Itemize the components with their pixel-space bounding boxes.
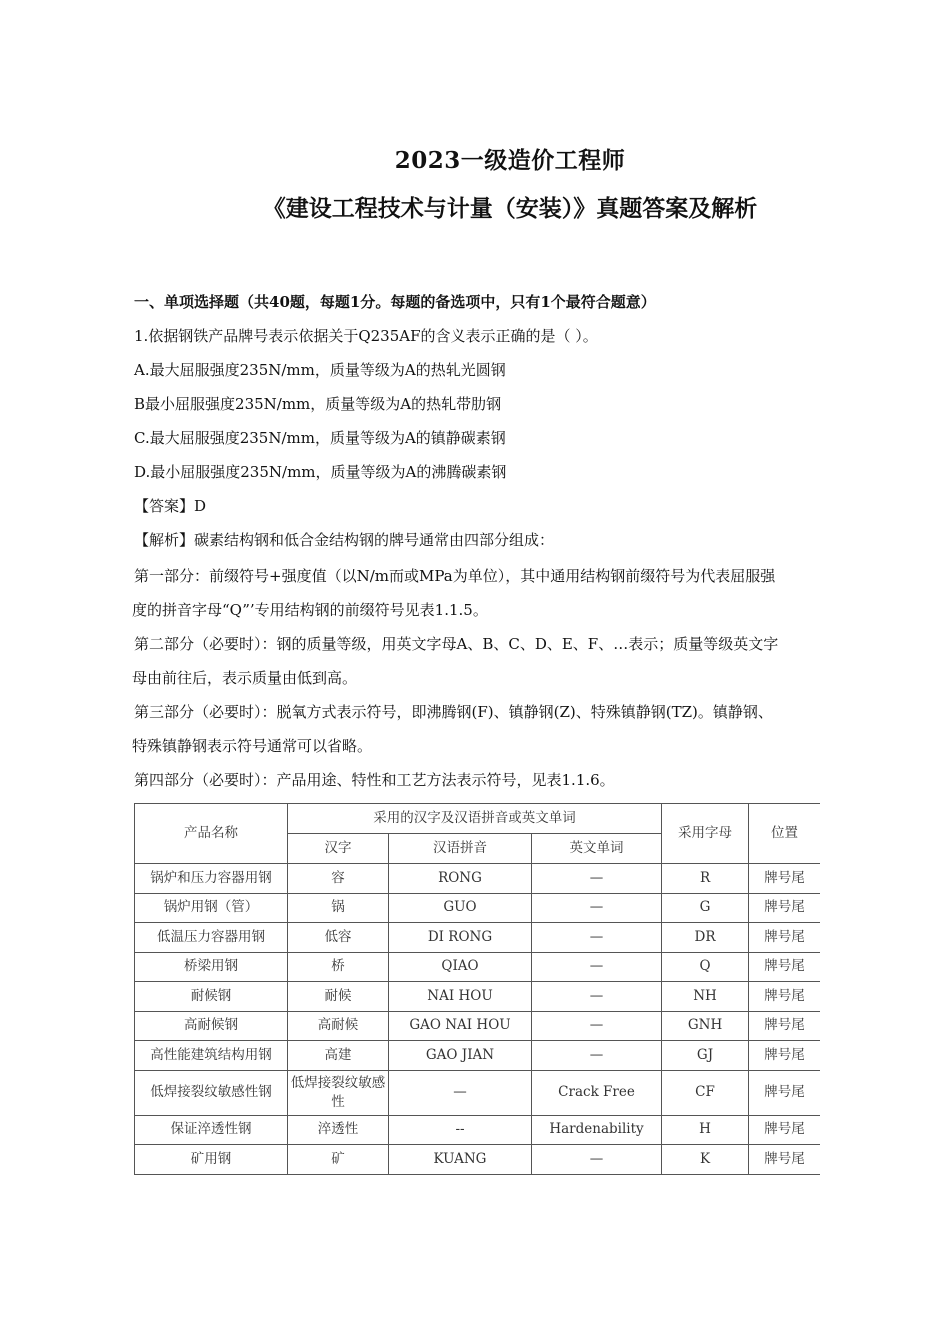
cell-english: —	[532, 864, 662, 894]
cell-letter: NH	[662, 982, 749, 1012]
cell-hanzi: 高耐候	[288, 1011, 389, 1041]
cell-letter: R	[662, 864, 749, 894]
answer: 【答案】D	[134, 497, 207, 515]
cell-pinyin: GUO	[389, 893, 532, 923]
option-d: D.最小屈服强度235N/mm，质量等级为A的沸腾碳素钢	[134, 463, 507, 481]
option-a: A.最大屈服强度235N/mm，质量等级为A的热轧光圆钢	[134, 361, 506, 379]
cell-english: —	[532, 982, 662, 1012]
cell-hanzi: 低容	[288, 923, 389, 953]
cell-english: Hardenability	[532, 1115, 662, 1145]
cell-position: 牌号尾	[749, 923, 820, 953]
table-row	[135, 864, 821, 894]
cell-name: 矿用钢	[135, 1145, 288, 1175]
header-pinyin: 汉语拼音	[389, 834, 532, 864]
analysis-part1-line1: 第一部分：前缀符号+强度值（以N/m而或MPa为单位），其中通用结构钢前缀符号为代表屈服强	[134, 567, 776, 585]
option-c: C.最大屈服强度235N/mm，质量等级为A的镇静碳素钢	[134, 429, 506, 447]
cell-letter: GJ	[662, 1041, 749, 1071]
option-b: B最小屈服强度235N/mm，质量等级为A的热轧带肋钢	[134, 395, 502, 413]
table-row	[135, 923, 821, 953]
cell-position: 牌号尾	[749, 982, 820, 1012]
cell-letter: CF	[662, 1070, 749, 1115]
cell-hanzi: 耐候	[288, 982, 389, 1012]
cell-pinyin: —	[389, 1070, 532, 1115]
cell-english: —	[532, 893, 662, 923]
header-letter: 采用字母	[662, 804, 749, 864]
table-row	[135, 1070, 821, 1115]
cell-english: —	[532, 952, 662, 982]
cell-position: 牌号尾	[749, 1041, 820, 1071]
header-group: 采用的汉字及汉语拼音或英文单词	[288, 804, 662, 834]
cell-hanzi: 矿	[288, 1145, 389, 1175]
header-product-name: 产品名称	[135, 804, 288, 864]
analysis-part2-line1: 第二部分（必要时）：钢的质量等级，用英文字母A、B、C、D、E、F、…表示；质量等级英文字	[134, 635, 779, 653]
analysis-part2-line2: 母由前往后，表示质量由低到高。	[132, 669, 358, 687]
cell-pinyin: NAI HOU	[389, 982, 532, 1012]
cell-hanzi: 淬透性	[288, 1115, 389, 1145]
header-hanzi: 汉字	[288, 834, 389, 864]
cell-position: 牌号尾	[749, 952, 820, 982]
cell-hanzi: 桥	[288, 952, 389, 982]
cell-name: 低温压力容器用钢	[135, 923, 288, 953]
cell-position: 牌号尾	[749, 1115, 820, 1145]
cell-english: —	[532, 923, 662, 953]
cell-letter: Q	[662, 952, 749, 982]
table-row	[135, 952, 821, 982]
table-row	[135, 893, 821, 923]
cell-name: 高性能建筑结构用钢	[135, 1041, 288, 1071]
cell-letter: H	[662, 1115, 749, 1145]
cell-pinyin: QIAO	[389, 952, 532, 982]
cell-name: 保证淬透性钢	[135, 1115, 288, 1145]
cell-name: 低焊接裂纹敏感性钢	[135, 1070, 288, 1115]
cell-letter: K	[662, 1145, 749, 1175]
cell-pinyin: KUANG	[389, 1145, 532, 1175]
cell-english: Crack Free	[532, 1070, 662, 1115]
question-stem: 1.依据钢铁产品牌号表示依据关于Q235AF的含义表示正确的是（ ）。	[134, 327, 598, 345]
analysis-intro: 【解析】碳素结构钢和低合金结构钢的牌号通常由四部分组成：	[134, 531, 555, 549]
analysis-part3-line2: 特殊镇静钢表示符号通常可以省略。	[132, 737, 373, 755]
cell-position: 牌号尾	[749, 893, 820, 923]
cell-pinyin: DI RONG	[389, 923, 532, 953]
cell-letter: G	[662, 893, 749, 923]
cell-name: 高耐候钢	[135, 1011, 288, 1041]
table-row	[135, 1115, 821, 1145]
cell-hanzi: 高建	[288, 1041, 389, 1071]
cell-position: 牌号尾	[749, 1011, 820, 1041]
cell-position: 牌号尾	[749, 864, 820, 894]
table-row	[135, 1041, 821, 1071]
table-row	[135, 1011, 821, 1041]
cell-name: 桥梁用钢	[135, 952, 288, 982]
document-subtitle: 《建设工程技术与计量（安装）》真题答案及解析	[262, 195, 758, 222]
header-position: 位置	[749, 804, 820, 864]
cell-pinyin: --	[389, 1115, 532, 1145]
cell-pinyin: RONG	[389, 864, 532, 894]
table-row	[135, 982, 821, 1012]
cell-letter: GNH	[662, 1011, 749, 1041]
cell-english: —	[532, 1011, 662, 1041]
cell-name: 锅炉用钢（管）	[135, 893, 288, 923]
cell-name: 锅炉和压力容器用钢	[135, 864, 288, 894]
analysis-part3-line1: 第三部分（必要时）：脱氧方式表示符号，即沸腾钢(F)、镇静钢(Z)、特殊镇静钢(TZ)。镇静钢、	[134, 703, 773, 721]
cell-position: 牌号尾	[749, 1145, 820, 1175]
cell-hanzi: 低焊接裂纹敏感性	[288, 1070, 389, 1115]
cell-hanzi: 锅	[288, 893, 389, 923]
cell-hanzi: 容	[288, 864, 389, 894]
cell-english: —	[532, 1041, 662, 1071]
analysis-part1-line2: 度的拼音字母“Q”’专用结构钢的前缀符号见表1.1.5。	[132, 601, 488, 619]
cell-letter: DR	[662, 923, 749, 953]
table-row	[135, 1145, 821, 1175]
section-heading: 一、单项选择题（共40题，每题1分。每题的备选项中，只有1个最符合题意）	[134, 293, 656, 311]
cell-pinyin: GAO NAI HOU	[389, 1011, 532, 1041]
cell-english: —	[532, 1145, 662, 1175]
document-title: 2023一级造价工程师	[394, 147, 626, 174]
cell-name: 耐候钢	[135, 982, 288, 1012]
header-english: 英文单词	[532, 834, 662, 864]
analysis-part4: 第四部分（必要时）：产品用途、特性和工艺方法表示符号，见表1.1.6。	[134, 771, 615, 789]
cell-pinyin: GAO JIAN	[389, 1041, 532, 1071]
cell-position: 牌号尾	[749, 1070, 820, 1115]
steel-symbol-table	[134, 803, 820, 1189]
